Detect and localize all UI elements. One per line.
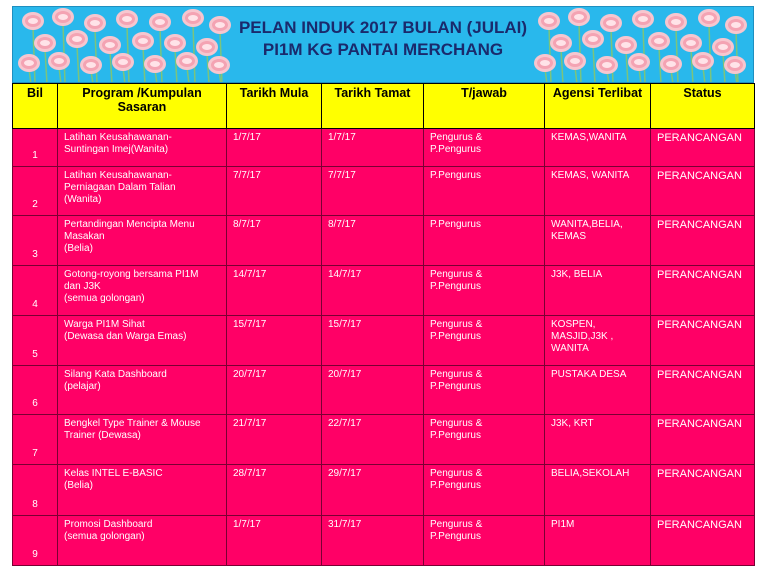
cell-tarikh-mula: 8/7/17 [227, 216, 322, 266]
cell-agensi [545, 216, 651, 266]
table-row [13, 366, 755, 415]
cell-tarikh-mula: 1/7/17 [227, 129, 322, 167]
program-line: (semua golongan) [64, 531, 145, 542]
cell-tjawab [424, 415, 545, 465]
cell-tarikh-tamat: 8/7/17 [322, 216, 424, 266]
agensi-line: KEMAS,WANITA [551, 132, 627, 143]
cell-bil: 4 [13, 266, 58, 316]
cell-bil: 7 [13, 415, 58, 465]
table-row [13, 465, 755, 516]
tjawab-line: Pengurus & [430, 269, 483, 280]
cell-tarikh-tamat: 15/7/17 [322, 316, 424, 366]
table-row [13, 216, 755, 266]
program-line: (Dewasa dan Warga Emas) [64, 331, 187, 342]
agensi-line: WANITA,BELIA, [551, 219, 623, 230]
cell-status: PERANCANGAN [651, 366, 755, 415]
tjawab-line: P.Pengurus [430, 430, 481, 441]
cell-program [58, 465, 227, 516]
program-line: Bengkel Type Trainer & Mouse [64, 418, 201, 429]
agensi-line: BELIA,SEKOLAH [551, 468, 630, 479]
cell-tjawab [424, 516, 545, 566]
cell-tjawab [424, 316, 545, 366]
cell-program [58, 366, 227, 415]
title-line-2: PI1M KG PANTAI MERCHANG [262, 40, 504, 59]
agensi-line: MASJID,J3K , [551, 331, 614, 342]
cell-bil: 1 [13, 129, 58, 167]
tjawab-line: Pengurus & [430, 519, 483, 530]
cell-status: PERANCANGAN [651, 415, 755, 465]
program-line: Masakan [64, 231, 105, 242]
cell-status: PERANCANGAN [651, 465, 755, 516]
cell-tarikh-tamat: 7/7/17 [322, 167, 424, 216]
agensi-line: WANITA [551, 343, 589, 354]
cell-tarikh-tamat: 29/7/17 [322, 465, 424, 516]
agensi-line: J3K, KRT [551, 418, 594, 429]
cell-bil: 9 [13, 516, 58, 566]
cell-status: PERANCANGAN [651, 266, 755, 316]
title-line-1: PELAN INDUK 2017 BULAN (JULAI) [238, 18, 528, 37]
tjawab-line: P.Pengurus [430, 170, 481, 181]
program-line: (Wanita) [64, 194, 102, 205]
cell-tarikh-tamat: 31/7/17 [322, 516, 424, 566]
program-line: (Belia) [64, 480, 93, 491]
program-line: Warga PI1M Sihat [64, 319, 145, 330]
tjawab-line: P.Pengurus [430, 331, 481, 342]
tjawab-line: P.Pengurus [430, 480, 481, 491]
cell-program [58, 266, 227, 316]
cell-tjawab [424, 266, 545, 316]
agensi-line: KEMAS, WANITA [551, 170, 630, 181]
cell-tarikh-mula: 21/7/17 [227, 415, 322, 465]
agensi-line: KOSPEN, [551, 319, 596, 330]
cell-program [58, 129, 227, 167]
col-header-tarikh-mula: Tarikh Mula [227, 84, 322, 129]
cell-status: PERANCANGAN [651, 516, 755, 566]
program-line: Perniagaan Dalam Talian [64, 182, 176, 193]
tjawab-line: P.Pengurus [430, 531, 481, 542]
cell-agensi [545, 316, 651, 366]
tjawab-line: P.Pengurus [430, 381, 481, 392]
tjawab-line: P.Pengurus [430, 144, 481, 155]
cell-tarikh-mula: 7/7/17 [227, 167, 322, 216]
cell-agensi [545, 415, 651, 465]
col-header-agensi: Agensi Terlibat [545, 84, 651, 129]
cell-bil: 5 [13, 316, 58, 366]
program-line: Suntingan Imej(Wanita) [64, 144, 169, 155]
agensi-line: J3K, BELIA [551, 269, 603, 280]
program-line: (Belia) [64, 243, 93, 254]
agensi-line: KEMAS [551, 231, 587, 242]
plan-table [12, 83, 755, 566]
program-line: Trainer (Dewasa) [64, 430, 141, 441]
cell-tarikh-mula: 28/7/17 [227, 465, 322, 516]
table-header-row [13, 84, 755, 129]
program-line: (pelajar) [64, 381, 101, 392]
cell-tjawab [424, 129, 545, 167]
tjawab-line: Pengurus & [430, 468, 483, 479]
program-line: dan J3K [64, 281, 101, 292]
tjawab-line: Pengurus & [430, 319, 483, 330]
cell-status: PERANCANGAN [651, 167, 755, 216]
cell-agensi [545, 366, 651, 415]
agensi-line: PUSTAKA DESA [551, 369, 627, 380]
program-line: Latihan Keusahawanan- [64, 170, 172, 181]
page-title [13, 17, 753, 61]
program-line: Silang Kata Dashboard [64, 369, 167, 380]
program-line: Promosi Dashboard [64, 519, 153, 530]
cell-status: PERANCANGAN [651, 316, 755, 366]
cell-bil: 2 [13, 167, 58, 216]
cell-program [58, 167, 227, 216]
cell-program [58, 516, 227, 566]
col-header-bil: Bil [13, 84, 58, 129]
tjawab-line: P.Pengurus [430, 281, 481, 292]
cell-tarikh-mula: 15/7/17 [227, 316, 322, 366]
table-row [13, 266, 755, 316]
cell-agensi [545, 266, 651, 316]
program-line: Gotong-royong bersama PI1M [64, 269, 199, 280]
col-header-status: Status [651, 84, 755, 129]
cell-tjawab [424, 167, 545, 216]
cell-tjawab [424, 366, 545, 415]
cell-program [58, 216, 227, 266]
cell-agensi [545, 129, 651, 167]
cell-tarikh-tamat: 14/7/17 [322, 266, 424, 316]
cell-bil: 6 [13, 366, 58, 415]
agensi-line: PI1M [551, 519, 575, 530]
cell-tarikh-tamat: 20/7/17 [322, 366, 424, 415]
cell-agensi [545, 167, 651, 216]
table-row [13, 415, 755, 465]
cell-tarikh-tamat: 22/7/17 [322, 415, 424, 465]
table-row [13, 316, 755, 366]
program-line: Kelas INTEL E-BASIC [64, 468, 163, 479]
cell-program [58, 415, 227, 465]
cell-tarikh-tamat: 1/7/17 [322, 129, 424, 167]
cell-tarikh-mula: 14/7/17 [227, 266, 322, 316]
table-row [13, 129, 755, 167]
cell-tjawab [424, 216, 545, 266]
cell-bil: 8 [13, 465, 58, 516]
col-header-tarikh-tamat: Tarikh Tamat [322, 84, 424, 129]
tjawab-line: P.Pengurus [430, 219, 481, 230]
program-line: Pertandingan Mencipta Menu [64, 219, 195, 230]
tjawab-line: Pengurus & [430, 418, 483, 429]
cell-status: PERANCANGAN [651, 129, 755, 167]
col-header-tjawab: T/jawab [424, 84, 545, 129]
table-row [13, 516, 755, 566]
program-line: (semua golongan) [64, 293, 145, 304]
cell-agensi [545, 465, 651, 516]
cell-status: PERANCANGAN [651, 216, 755, 266]
cell-tjawab [424, 465, 545, 516]
tjawab-line: Pengurus & [430, 369, 483, 380]
tjawab-line: Pengurus & [430, 132, 483, 143]
cell-tarikh-mula: 20/7/17 [227, 366, 322, 415]
col-header-program: Program /Kumpulan Sasaran [58, 84, 227, 129]
program-line: Latihan Keusahawanan- [64, 132, 172, 143]
cell-bil: 3 [13, 216, 58, 266]
table-row [13, 167, 755, 216]
cell-tarikh-mula: 1/7/17 [227, 516, 322, 566]
cell-agensi [545, 516, 651, 566]
cell-program [58, 316, 227, 366]
title-banner [12, 6, 754, 83]
